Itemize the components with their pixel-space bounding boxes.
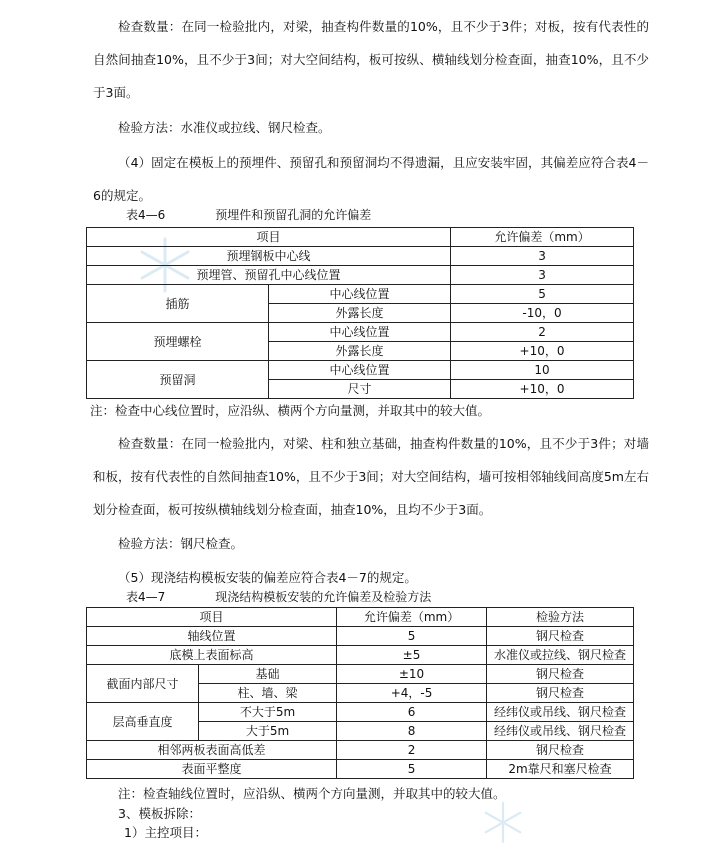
cell-method: 水准仪或拉线、钢尺检查 — [487, 646, 634, 665]
header-deviation: 允许偏差（mm） — [451, 228, 634, 247]
header-item: 项目 — [87, 608, 337, 627]
inspection-quantity-paragraph-1: 检查数量：在同一检验批内，对梁，抽查构件数量的10%，且不少于3件；对板，按有代表性的自然间抽查10%，且不少于3间；对大空间结构，板可按纵、横轴线划分检查面，抽查10%，且不少于3面。 — [93, 19, 649, 100]
cell-value: 10 — [451, 361, 634, 380]
cell-value: +4，-5 — [337, 684, 487, 703]
table-row — [87, 608, 634, 627]
cell-group: 插筋 — [87, 285, 269, 323]
table-4-7 — [86, 607, 634, 779]
header-item: 项目 — [87, 228, 451, 247]
table-4-7-caption — [126, 588, 431, 605]
cell-value: 2 — [451, 323, 634, 342]
cell-subitem: 中心线位置 — [269, 323, 451, 342]
cell-method: 经纬仪或吊线、钢尺检查 — [487, 703, 634, 722]
table-row — [87, 703, 634, 722]
table-row — [87, 228, 634, 247]
cell-value: 5 — [451, 285, 634, 304]
table-row — [87, 285, 634, 304]
table-row — [87, 323, 634, 342]
cell-item: 相邻两板表面高低差 — [87, 741, 337, 760]
section-heading-formwork-removal: 3、模板拆除： — [118, 806, 201, 821]
cell-subitem: 柱、墙、梁 — [199, 684, 337, 703]
cell-item: 预埋管、预留孔中心线位置 — [87, 266, 451, 285]
cell-subitem: 外露长度 — [269, 304, 451, 323]
table-row — [87, 646, 634, 665]
table-4-6-title: 预埋件和预留孔洞的允许偏差 — [215, 208, 372, 222]
cell-subitem: 不大于5m — [199, 703, 337, 722]
cell-value: 3 — [451, 266, 634, 285]
table-4-7-title: 现浇结构模板安装的允许偏差及检验方法 — [215, 590, 432, 604]
cell-subitem: 尺寸 — [269, 380, 451, 399]
cell-value: -10，0 — [451, 304, 634, 323]
cell-subitem: 基础 — [199, 665, 337, 684]
cell-item: 表面平整度 — [87, 760, 337, 779]
snowflake-watermark-icon — [478, 800, 528, 845]
table-row — [87, 247, 634, 266]
clause-5-paragraph: （5）现浇结构模板安装的偏差应符合表4－7的规定。 — [118, 570, 417, 585]
cell-item: 轴线位置 — [87, 627, 337, 646]
header-deviation: 允许偏差（mm） — [337, 608, 487, 627]
table-4-6-note: 注：检查中心线位置时，应沿纵、横两个方向量测，并取其中的较大值。 — [90, 403, 491, 418]
table-row — [87, 627, 634, 646]
inspection-method-paragraph-2: 检验方法：钢尺检查。 — [118, 536, 244, 551]
cell-value: 5 — [337, 627, 487, 646]
cell-group: 截面内部尺寸 — [87, 665, 199, 703]
cell-subitem: 中心线位置 — [269, 285, 451, 304]
table-row — [87, 760, 634, 779]
cell-value: 8 — [337, 722, 487, 741]
cell-subitem: 大于5m — [199, 722, 337, 741]
cell-group: 预留洞 — [87, 361, 269, 399]
table-4-6-number: 表4—6 — [126, 208, 166, 222]
table-4-6 — [86, 227, 634, 399]
clause-4-paragraph: （4）固定在模板上的预埋件、预留孔和预留洞均不得遗漏，且应安装牢固，其偏差应符合表4－6的规定。 — [93, 155, 649, 203]
cell-value: ±5 — [337, 646, 487, 665]
cell-method: 钢尺检查 — [487, 627, 634, 646]
table-4-7-number: 表4—7 — [126, 590, 166, 604]
cell-method: 钢尺检查 — [487, 684, 634, 703]
cell-method: 钢尺检查 — [487, 741, 634, 760]
cell-value: ±10 — [337, 665, 487, 684]
inspection-method-paragraph-1: 检验方法：水准仪或拉线、钢尺检查。 — [118, 120, 331, 135]
table-row — [87, 665, 634, 684]
header-method: 检验方法 — [487, 608, 634, 627]
subsection-heading-main-control: 1）主控项目： — [124, 825, 207, 840]
cell-method: 经纬仪或吊线、钢尺检查 — [487, 722, 634, 741]
cell-group: 预埋螺栓 — [87, 323, 269, 361]
cell-item: 底模上表面标高 — [87, 646, 337, 665]
table-row — [87, 741, 634, 760]
cell-item: 预埋钢板中心线 — [87, 247, 451, 266]
cell-value: +10，0 — [451, 342, 634, 361]
cell-value: +10，0 — [451, 380, 634, 399]
inspection-quantity-paragraph-2: 检查数量：在同一检验批内，对梁、柱和独立基础，抽查构件数量的10%，且不少于3件；对墙和板，按有代表性的自然间抽查10%，且不少于3间；对大空间结构，墙可按相邻轴线间高度5m左右划分检查面，板可按纵横轴线划分检查面，抽查10%，且均不少于3面。 — [93, 436, 649, 517]
cell-value: 3 — [451, 247, 634, 266]
cell-value: 6 — [337, 703, 487, 722]
table-row — [87, 266, 634, 285]
cell-subitem: 中心线位置 — [269, 361, 451, 380]
cell-method: 钢尺检查 — [487, 665, 634, 684]
table-row — [87, 361, 634, 380]
cell-method: 2m靠尺和塞尺检查 — [487, 760, 634, 779]
cell-subitem: 外露长度 — [269, 342, 451, 361]
cell-value: 2 — [337, 741, 487, 760]
table-4-7-note: 注：检查轴线位置时，应沿纵、横两个方向量测，并取其中的较大值。 — [118, 786, 506, 801]
cell-group: 层高垂直度 — [87, 703, 199, 741]
cell-value: 5 — [337, 760, 487, 779]
table-4-6-caption — [126, 206, 371, 223]
